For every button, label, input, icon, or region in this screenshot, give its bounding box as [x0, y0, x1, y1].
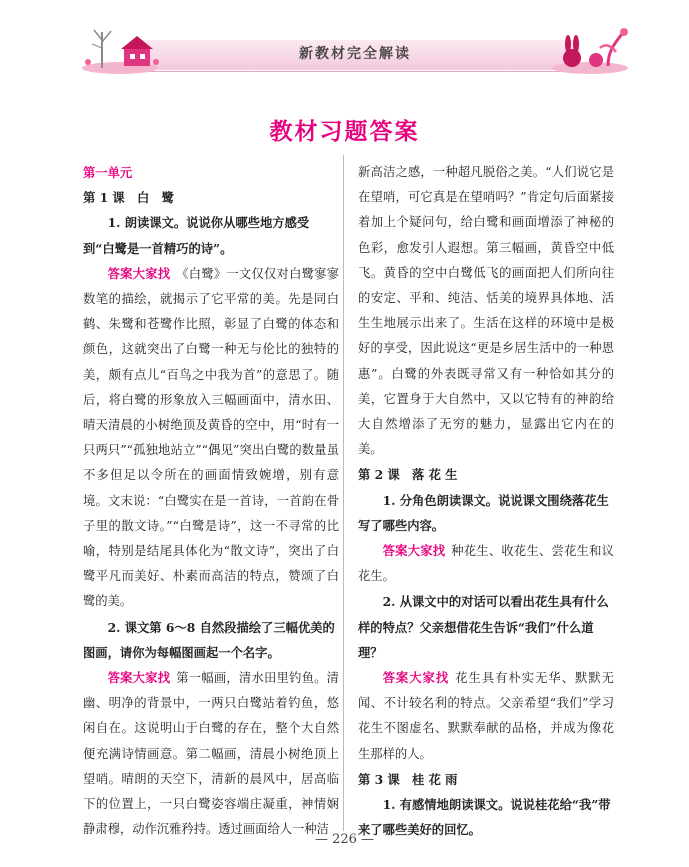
- page-number: — 226 —: [314, 832, 375, 847]
- answer-tag: 答案大家找: [107, 265, 171, 281]
- column-divider: [343, 155, 344, 831]
- rabbit-plant-illustration: [550, 22, 630, 74]
- right-column: [358, 160, 614, 842]
- answer-2-continued: 新高洁之感，一种超凡脱俗之美。“人们说它是在望哨，可它真是在望哨吗？”肯定句后面紧接着加上个疑问句，给白鹭和画面增添了神秘的色彩，愈发引人遐想。第三幅画，黄昏空中低飞。黄昏的空中白鹭低飞的画面把人们所向往的安定、平和、纯洁、恬美的境界具体地、活生生地展示出来了。生活在这样的环境中是极好的享受，因此说这“更是乡居生活中的一种恩惠”。白鹭的外表既寻常又有一种恰如其分的美，它置身于大自然中，又以它特有的神韵给大自然增添了无穷的魅力，显露出它内在的美。: [358, 165, 614, 457]
- answer-2: [83, 665, 339, 842]
- left-column: [83, 160, 339, 842]
- lesson-heading-2: 第 2 课 落 花 生: [358, 467, 458, 483]
- lesson-heading-3: 第 3 课 桂 花 雨: [358, 771, 458, 787]
- answer-4: [358, 665, 614, 767]
- page-title: 教材习题答案: [269, 118, 420, 145]
- answer-tag: 答案大家找: [382, 543, 446, 559]
- answer-tag: 答案大家找: [382, 670, 450, 686]
- header-rule: [140, 71, 580, 72]
- header-banner: [80, 22, 630, 74]
- question-5: 1. 有感情地朗读课文。说说桂花给“我”带来了哪些美好的回忆。: [358, 797, 611, 838]
- header-title: 新教材完全解读: [299, 46, 411, 62]
- question-4: 2. 从课文中的对话可以看出花生具有什么样的特点？父亲想借花生告诉“我们”什么道理？: [358, 594, 609, 660]
- answer-1: [83, 261, 339, 615]
- question-2: 2. 课文第 6～8 自然段描绘了三幅优美的图画，请你为每幅图画起一个名字。: [83, 619, 335, 660]
- answer-3-text: 种花生、收花生、尝花生和议花生。: [358, 544, 614, 584]
- question-1: 1. 朗读课文。说说你从哪些地方感受到“白鹭是一首精巧的诗”。: [83, 215, 310, 256]
- lesson-heading-1: 第 1 课 白 鹭: [83, 190, 174, 206]
- answer-2-text: 第一幅画，清水田里钓鱼。清幽、明净的背景中，一两只白鹭站着钓鱼，悠闲自在。这说明山于白鹭的存在，整个大自然便充满诗情画意。第二幅画，清晨小树绝顶上望哨。晴朗的天空下，清新的晨风中，居高临下的位置上，一只白鹭姿容端庄凝重，神情娴静肃穆，动作沉雅矜持。透过画面给人一种洁: [83, 671, 339, 837]
- answer-3: [358, 538, 614, 589]
- answer-1-text: 《白鹭》一文仅仅对白鹭寥寥数笔的描绘，就揭示了它平常的美。先是同白鹤、朱鹭和苍鹭作比照，彰显了白鹭的体态和颜色，这就突出了白鹭一种无与伦比的独特的美，颇有点儿“百鸟之中我为首”的意思了。随后，将白鹭的形象放入三幅画面中，清水田、晴天清晨的小树绝顶及黄昏的空中，用“时有一只两只”“孤独地站立”“偶见”突出白鹭的数量虽不多但足以令所在的画面情致婉增，别有意境。文末说：“白鹭实在是一首诗，一首韵在骨子里的散文诗。”“白鹭是诗”，这一不寻常的比喻，特别是结尾具体化为“散文诗”，突出了白鹭平凡而美好、朴素而高洁的特点，赞颂了白鹭的美。: [83, 266, 339, 609]
- unit-heading: 第一单元: [83, 165, 133, 180]
- answer-4-text: 花生具有朴实无华、默默无闻、不计较名利的特点。父亲希望“我们”学习花生不图虚名、默默奉献的品格，并成为像花生那样的人。: [358, 671, 614, 761]
- question-3: 1. 分角色朗读课文。说说课文围绕落花生写了哪些内容。: [358, 492, 609, 533]
- answer-tag: 答案大家找: [107, 670, 171, 686]
